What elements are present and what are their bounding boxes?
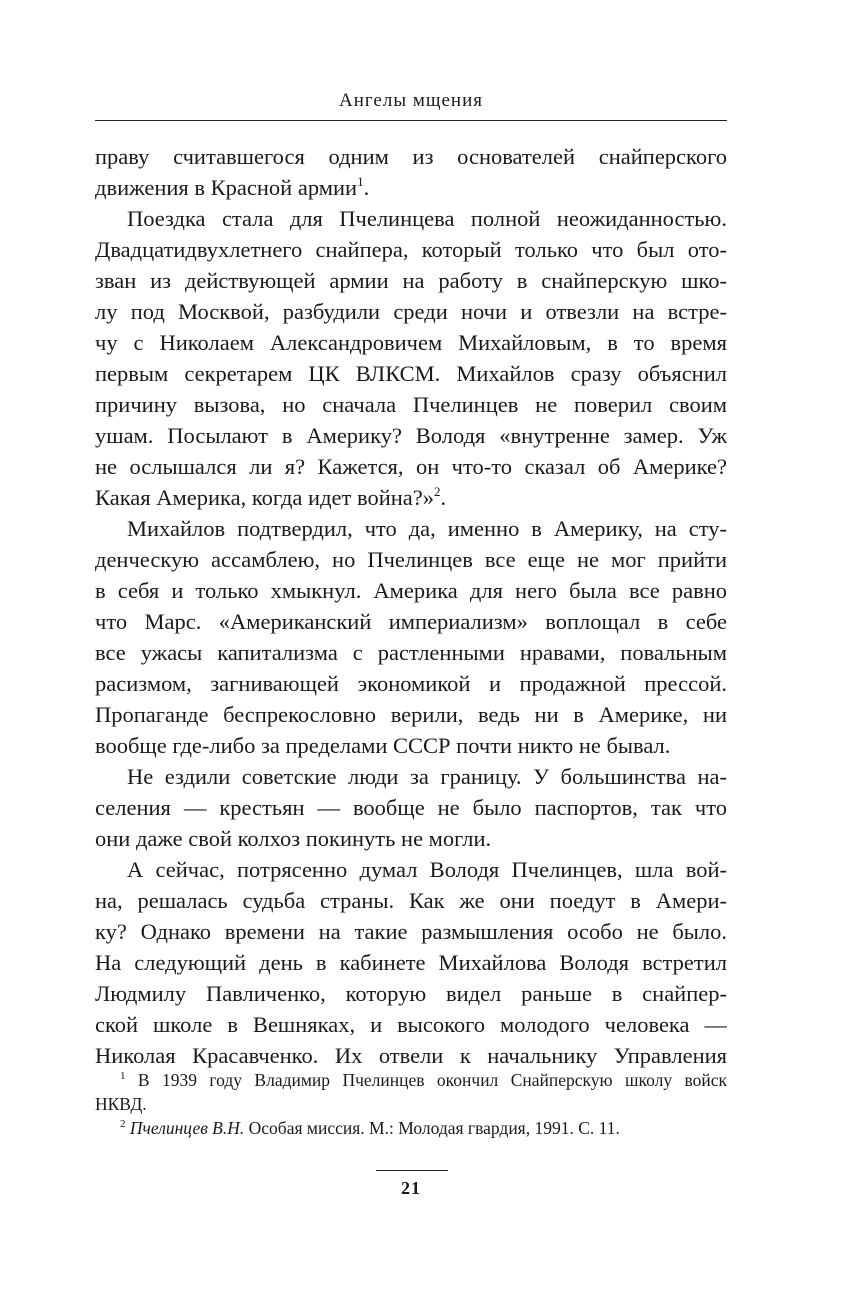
page-number: 21 xyxy=(401,1178,421,1198)
footnote-1 xyxy=(95,1068,727,1092)
paragraph-first-line: Не ездили советские люди за границу. У большинства на- xyxy=(127,764,727,789)
text-line: Николая Красавченко. Их отвели к начальнику Управления xyxy=(95,1043,727,1068)
book-page xyxy=(95,0,727,1299)
text-line: не ослышался ли я? Кажется, он что-то сказал об Америке? xyxy=(95,454,727,479)
text-line: Двадцатидвухлетнего снайпера, который только что был ото- xyxy=(95,237,727,262)
footnote-ref-1[interactable]: 1 xyxy=(357,174,364,189)
text-line: что Марс. «Американский империализм» воплощал в себе xyxy=(95,609,727,634)
text-line: Людмилу Павличенко, которую видел раньше в снайпер- xyxy=(95,981,727,1006)
text-line: На следующий день в кабинете Михайлова Володя встретил xyxy=(95,950,727,975)
text-line: они даже свой колхоз покинуть не могли. xyxy=(95,826,492,851)
text-line: лу под Москвой, разбудили среди ночи и отвезли на встре- xyxy=(95,299,727,324)
text-line: причину вызова, но сначала Пчелинцев не поверил своим xyxy=(95,392,727,417)
header-rule xyxy=(95,120,727,121)
text-line: селения — крестьян — вообще не было паспортов, так что xyxy=(95,795,727,820)
paragraph-first-line: Михайлов подтвердил, что да, именно в Америку, на сту- xyxy=(127,516,727,541)
footnote-author: Пчелинцев В.Н. xyxy=(129,1118,245,1138)
text-line: расизмом, загнивающей экономикой и продажной прессой. xyxy=(95,671,727,696)
text-line xyxy=(95,172,727,203)
footnote-2 xyxy=(95,1116,727,1140)
footnotes xyxy=(95,1068,727,1140)
text-line: ской школе в Вешняках, и высокого молодого человека — xyxy=(95,1012,727,1037)
running-head: Ангелы мщения xyxy=(338,90,484,111)
paragraph-first-line: А сейчас, потрясенно думал Володя Пчелинцев, шла вой- xyxy=(127,857,727,882)
text-line: в себя и только хмыкнул. Америка для него была все равно xyxy=(95,578,727,603)
text-line: на, решалась судьба страны. Как же они поедут в Амери- xyxy=(95,888,727,913)
footnote-ref-2[interactable]: 2 xyxy=(434,484,441,499)
footnote-text: В 1939 году Владимир Пчелинцев окончил Снайперскую школу войск xyxy=(137,1070,727,1090)
text-line: ку? Однако времени на такие размышления особо не было. xyxy=(95,919,727,944)
paragraph-first-line: Поездка стала для Пчелинцева полной неожиданностью. xyxy=(127,206,727,231)
text-line: вообще где-либо за пределами СССР почти никто не бывал. xyxy=(95,733,671,758)
text-segment: Какая Америка, когда идет война?» xyxy=(95,485,435,510)
text-line: Пропаганде беспрекословно верили, ведь ни в Америке, ни xyxy=(95,702,727,727)
text-line: денческую ассамблею, но Пчелинцев все еще не мог прийти xyxy=(95,547,727,572)
text-line: первым секретарем ЦК ВЛКСМ. Михайлов сразу объяснил xyxy=(95,361,727,386)
footnote-mark-1: 1 xyxy=(120,1070,126,1082)
text-segment: . xyxy=(440,485,447,510)
text-segment: движения в Красной армии xyxy=(95,175,358,200)
footnote-mark-2: 2 xyxy=(120,1118,126,1130)
text-line: праву считавшегося одним из основателей снайперского xyxy=(95,144,727,169)
body-text xyxy=(95,141,727,1071)
text-line: зван из действующей армии на работу в снайперскую шко- xyxy=(95,268,727,293)
text-line xyxy=(95,482,727,513)
text-segment: . xyxy=(363,175,370,200)
text-line: чу с Николаем Александровичем Михайловым, в то время xyxy=(95,330,727,355)
text-line: все ужасы капитализма с растленными нравами, повальным xyxy=(95,640,727,665)
footnote-1-continued: НКВД. xyxy=(95,1094,147,1114)
folio-rule xyxy=(376,1170,448,1171)
footnote-text: Особая миссия. М.: Молодая гвардия, 1991. С. 11. xyxy=(248,1118,620,1138)
text-line: ушам. Посылают в Америку? Володя «внутренне замер. Уж xyxy=(95,423,727,448)
